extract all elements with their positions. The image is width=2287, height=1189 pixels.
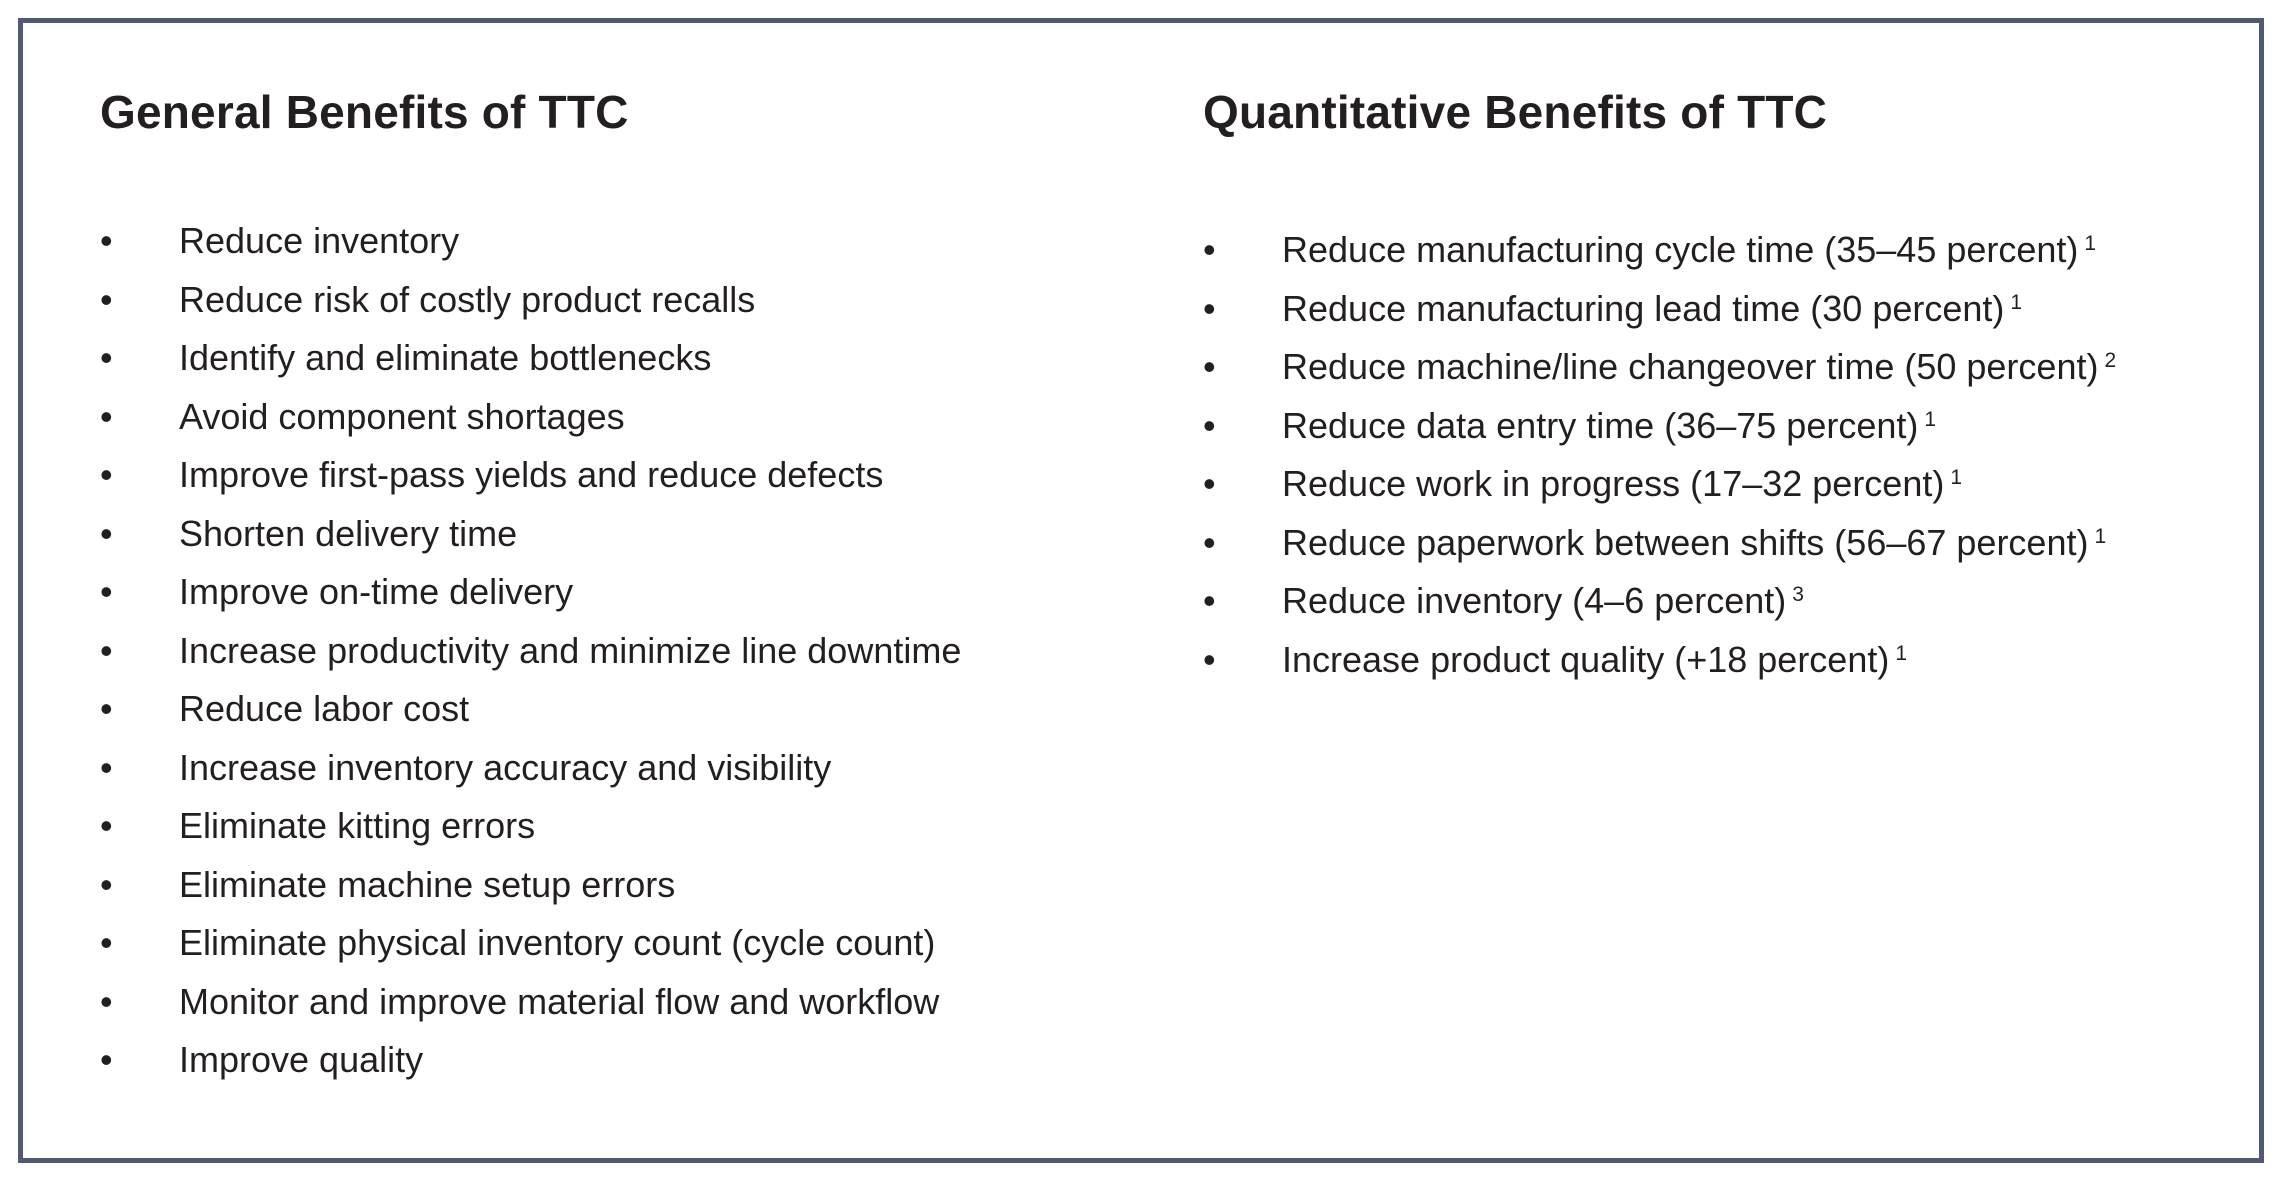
footnote-ref: 1 [2094,524,2107,548]
list-item-text: Reduce risk of costly product recalls [179,278,756,320]
list-item-text: Reduce paperwork between shifts (56–67 percent) [1282,521,2089,563]
list-item-text: Reduce inventory (4–6 percent) [1282,580,1787,621]
list-item-text: Reduce work in progress (17–32 percent) [1282,463,1945,504]
bullet-icon: • [1203,638,1216,680]
bullet-icon: • [100,1039,113,1080]
list-item-text: Improve first-pass yields and reduce defects [179,454,884,495]
list-item-text: Monitor and improve material flow and workflow [179,980,940,1022]
list-item-text: Identify and eliminate bottlenecks [179,337,712,378]
footnote-ref: 2 [2104,349,2117,372]
bullet-icon: • [1203,287,1216,329]
list-item-text: Improve quality [179,1039,424,1080]
list-item-text: Increase productivity and minimize line downtime [179,629,962,671]
bullet-icon: • [1203,404,1216,446]
bullet-icon: • [100,629,113,671]
bullet-icon: • [1203,521,1216,563]
bullet-icon: • [100,278,113,320]
quantitative-benefits-title: Quantitative Benefits of TTC [1203,86,1828,138]
list-item-text: Increase product quality (+18 percent) [1282,638,1890,680]
list-item-text: Shorten delivery time [179,512,518,554]
list-item-text: Eliminate machine setup errors [179,863,676,905]
list-item-text: Eliminate physical inventory count (cycle count) [179,922,936,963]
list-item-text: Increase inventory accuracy and visibility [179,746,832,788]
bullet-icon: • [100,571,113,612]
list-item-text: Reduce manufacturing cycle time (35–45 percent) [1282,229,2079,270]
bullet-icon: • [1203,580,1216,621]
list-item-text: Reduce inventory [179,220,460,261]
list-item-text: Improve on-time delivery [179,571,574,612]
bullet-icon: • [100,337,113,378]
list-item-text: Reduce manufacturing lead time (30 percent) [1282,287,2005,329]
bullet-icon: • [100,980,113,1022]
benefits-panel [18,18,2264,1163]
bullet-icon: • [100,688,113,729]
footnote-ref: 3 [1792,583,1804,606]
list-item-text: Eliminate kitting errors [179,805,536,846]
bullet-icon: • [1203,346,1216,387]
footnote-ref: 1 [2010,290,2023,314]
list-item-text: Reduce data entry time (36–75 percent) [1282,404,1919,446]
footnote-ref: 1 [2084,232,2097,255]
list-item-text: Avoid component shortages [179,395,625,437]
bullet-icon: • [100,863,113,905]
bullet-icon: • [1203,463,1216,504]
bullet-icon: • [100,805,113,846]
list-item-text: Reduce labor cost [179,688,470,729]
bullet-icon: • [100,746,113,788]
general-benefits-title: General Benefits of TTC [100,86,629,138]
list-item-text: Reduce machine/line changeover time (50 percent) [1282,346,2099,387]
bullet-icon: • [100,395,113,437]
bullet-icon: • [100,922,113,963]
bullet-icon: • [1203,229,1216,270]
footnote-ref: 1 [1895,641,1908,665]
bullet-icon: • [100,512,113,554]
bullet-icon: • [100,220,113,261]
footnote-ref: 1 [1950,466,1963,489]
bullet-icon: • [100,454,113,495]
footnote-ref: 1 [1924,407,1937,431]
